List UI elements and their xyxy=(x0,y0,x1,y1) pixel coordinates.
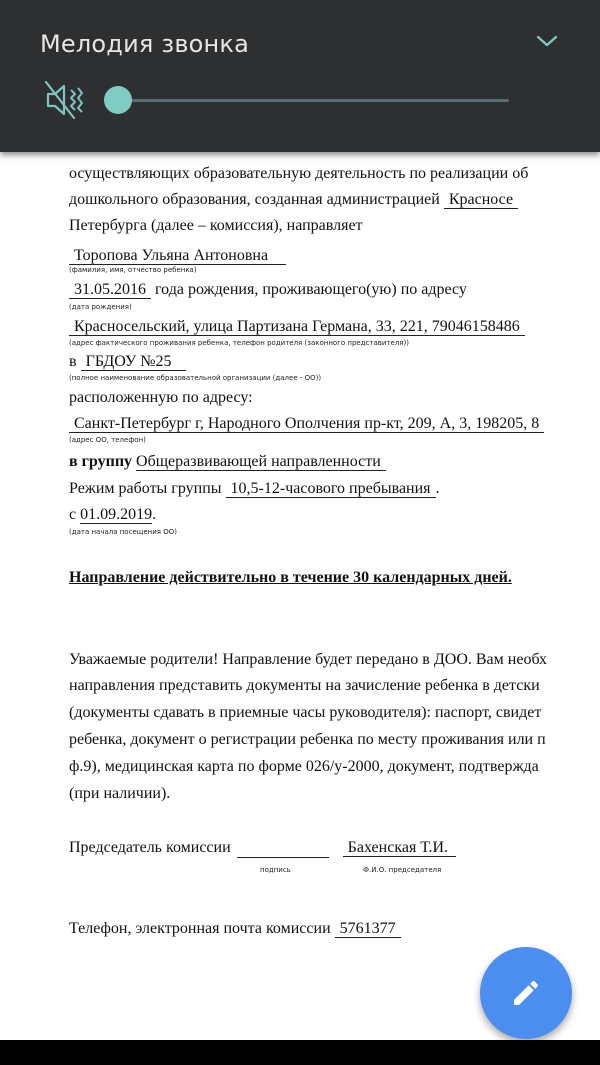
volume-panel-title: Мелодия звонка xyxy=(40,30,250,58)
mode-line xyxy=(69,479,440,499)
doc-text-line: Петербурга (далее – комиссия), направляет xyxy=(69,217,363,234)
start-end: . xyxy=(152,506,157,523)
para-line: направления представить документы на зачисление ребенка в детски xyxy=(69,677,540,694)
group-field: Общеразвивающей направленности xyxy=(136,453,386,471)
edit-fab-button[interactable] xyxy=(480,947,572,1039)
child-name-line xyxy=(69,246,286,266)
start-line xyxy=(69,505,156,525)
para-line: (документы сдавать в приемные часы руководителя): паспорт, свидет xyxy=(69,704,542,721)
birth-caption: (дата рождения) xyxy=(69,303,132,311)
start-date-field: 01.09.2019 xyxy=(80,506,153,523)
pencil-edit-icon xyxy=(510,977,542,1009)
chair-label: Председатель комиссии xyxy=(69,839,231,856)
volume-slider-thumb[interactable] xyxy=(104,86,132,114)
phone-field: 5761377 xyxy=(335,920,401,938)
volume-mute-icon[interactable] xyxy=(44,80,88,120)
located-text: расположенную по адресу: xyxy=(69,389,253,406)
org-caption: (полное наименование образовательной организации (далее - ОО)) xyxy=(69,374,322,382)
phone-line xyxy=(69,919,401,939)
group-label: в группу xyxy=(69,453,133,470)
chair-name-field: Бахенская Т.И. xyxy=(343,839,456,857)
signature-blank xyxy=(237,841,329,858)
org-address-field: Санкт-Петербург г, Народного Ополчения пр-кт, 209, А, 3, 198205, 8 xyxy=(69,415,544,433)
volume-panel xyxy=(0,0,600,152)
child-name-caption: (фамилия, имя, отчество ребенка) xyxy=(69,266,197,274)
mode-label: Режим работы группы xyxy=(69,480,222,497)
group-line xyxy=(69,452,386,472)
org-address-line xyxy=(69,414,544,434)
para-line: ф.9), медицинская карта по форме 026/у-2000, документ, подтвержда xyxy=(69,758,539,775)
mode-end: . xyxy=(435,480,440,497)
org-field: ГБДОУ №25 xyxy=(81,353,186,371)
in-word: в xyxy=(69,353,77,370)
address-caption: (адрес фактического проживания ребенка, телефон родителя (законного представителя)) xyxy=(69,339,409,347)
doc-text: дошкольного образования, созданная администрацией xyxy=(69,191,440,208)
para-line: (при наличии). xyxy=(69,785,171,802)
phone-label: Телефон, электронная почта комиссии xyxy=(69,920,331,937)
birth-text: года рождения, проживающего(ую) по адресу xyxy=(155,281,467,298)
start-caption: (дата начала посещения ОО) xyxy=(69,528,177,536)
chevron-down-icon[interactable] xyxy=(534,32,560,50)
from-label: с xyxy=(69,506,77,523)
address-field: Красносельский, улица Партизана Германа, 33, 221, 79046158486 xyxy=(69,318,525,336)
doc-text-line xyxy=(69,190,518,210)
volume-slider-track[interactable] xyxy=(118,99,509,102)
system-nav-bar xyxy=(0,1040,600,1065)
validity-notice: Направление действительно в течение 30 календарных дней. xyxy=(69,569,512,586)
child-name-field: Торопова Ульяна Антоновна xyxy=(69,247,286,265)
fio-caption: Ф.И.О. председателя xyxy=(363,866,442,874)
org-line xyxy=(69,352,186,372)
chair-line xyxy=(69,838,456,858)
org-address-caption: (адрес ОО, телефон) xyxy=(69,436,146,444)
birth-line xyxy=(69,280,467,300)
volume-slider[interactable] xyxy=(104,84,509,116)
district-field: Красносе xyxy=(444,191,518,209)
signature-caption: подпись xyxy=(260,866,291,874)
birth-date-field: 31.05.2016 xyxy=(69,281,151,299)
doc-text-line: осуществляющих образовательную деятельность по реализации об xyxy=(69,165,529,182)
mode-field: 10,5-12-часового пребывания xyxy=(226,480,436,498)
address-line xyxy=(69,317,525,337)
document-view[interactable] xyxy=(0,152,600,1040)
para-line: Уважаемые родители! Направление будет передано в ДОО. Вам необх xyxy=(69,651,547,668)
para-line: ребенка, документ о регистрации ребенка по месту проживания или п xyxy=(69,731,546,748)
